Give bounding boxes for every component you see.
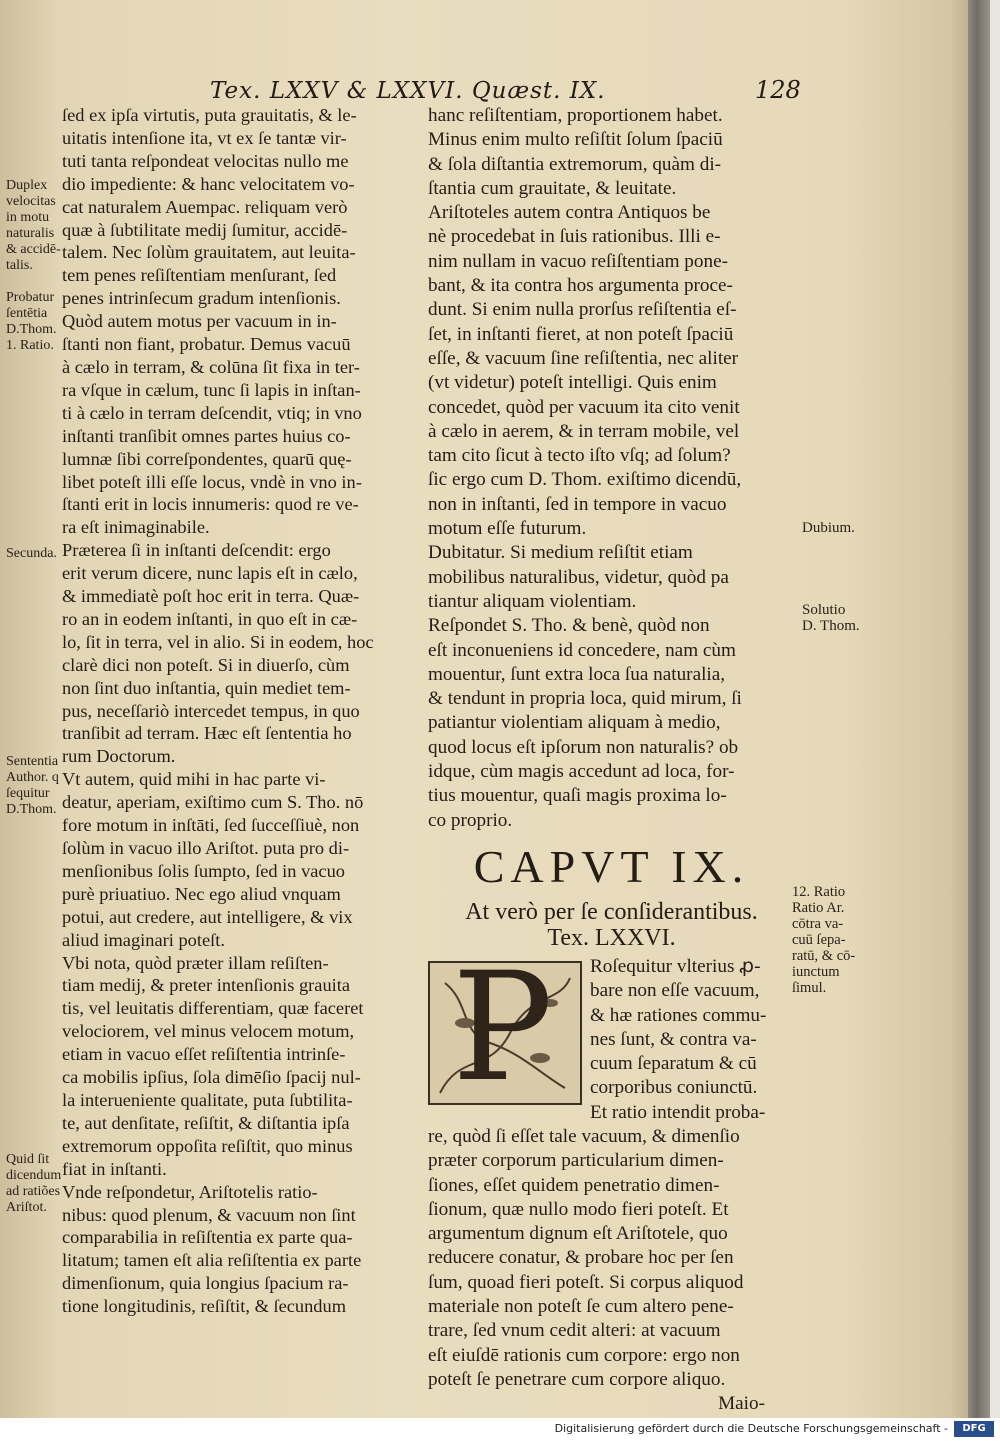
text-line: ſtanti non fiant, probatur. Demus vacuū	[62, 334, 351, 355]
text-line: eſt eiuſdē rationis cum corpore: ergo non	[428, 1344, 740, 1366]
text-line: mouentur, ſunt extra loca ſua naturalia,	[428, 663, 726, 685]
running-title: Tex. LXXV & LXXVI. Quæst. IX.	[210, 78, 606, 104]
text-line: deatur, aperiam, exiſtimo cum S. Tho. nō	[62, 792, 364, 813]
text-line: non in inſtanti, ſed in tempore in vacuo	[428, 493, 727, 515]
text-line: pus, neceſſariò intercedet tempus, in quo	[62, 700, 360, 721]
text-line: bant, & ita contra hos argumenta proce-	[428, 275, 733, 297]
text-line: Vbi nota, quòd præter illam reſiſten-	[62, 952, 329, 973]
text-line: penes intrinſecum gradum intenſionis.	[62, 288, 341, 309]
text-line: fiat in inſtanti.	[62, 1158, 167, 1179]
text-line: motum eſſe futurum.	[428, 518, 587, 540]
text-line: (vt videtur) poteſt intelligi. Quis enim	[428, 372, 717, 394]
margin-note-duplex-velocitas: Duplex velocitas in motu naturalis & accidē- talis.	[6, 178, 61, 273]
page-edge	[968, 0, 990, 1418]
text-line: quæ à ſubtilitate medij ſumitur, accidē-	[62, 219, 348, 240]
text-line: clarè dici non poteſt. Si in diuerſo, cùm	[62, 654, 350, 675]
margin-note-quid-sit-dicendum: Quid ſit dicendum ad ratiões Ariſtot.	[6, 1152, 62, 1215]
text-line: Ariſtoteles autem contra Antiquos be	[428, 202, 711, 224]
margin-note-solutio: Solutio D. Thom.	[802, 602, 860, 634]
right-column	[428, 104, 795, 1417]
text-line: tione longitudinis, reſiſtit, & ſecundum	[62, 1296, 347, 1317]
text-line: Vnde reſpondetur, Ariſtotelis ratio-	[62, 1181, 318, 1202]
text-line: litatum; tamen eſt alia reſiſtentia ex parte	[62, 1250, 362, 1271]
text-line: ſic ergo cum D. Thom. exiſtimo dicendū,	[428, 469, 742, 491]
text-line: idque, cùm magis accedunt ad loca, for-	[428, 761, 735, 783]
text-line: potui, aut credere, aut intelligere, & vix	[62, 906, 353, 927]
text-line: ſet, in inſtanti fieret, at non poteſt ſpaciū	[428, 323, 734, 345]
dfg-logo: DFG	[954, 1421, 994, 1437]
text-line: la interueniente qualitate, puta ſubtilita-	[62, 1089, 353, 1110]
text-line: extremorum oppoſita reſiſtit, quo minus	[62, 1135, 353, 1156]
text-line: cuum ſeparatum & cū	[590, 1053, 757, 1075]
decorated-initial	[428, 940, 582, 1115]
text-line: non ſint duo inſtantia, quin mediet tem-	[62, 677, 351, 698]
text-line: ro an in eodem inſtanti, in quo eſt in cæ-	[62, 608, 358, 629]
text-line: etiam in vacuo eſſet reſiſtentia intrinſe-	[62, 1044, 346, 1065]
text-line: argumentum dignum eſt Ariſtotele, quo	[428, 1223, 728, 1245]
text-line: patiantur violentiam aliquam à medio,	[428, 712, 721, 734]
text-line: nim nullam in vacuo reſiſtentiam pone-	[428, 250, 728, 272]
text-line: tranſibit ad terram. Hæc eſt ſententia ho	[62, 723, 352, 744]
text-line: à cælo in aerem, & in terram mobile, vel	[428, 420, 740, 442]
left-column	[62, 104, 397, 1318]
text-line: menſionibus ſolis ſumpto, ſed in vacuo	[62, 860, 345, 881]
text-line: aliud imaginari poteſt.	[62, 929, 225, 950]
text-line: Et ratio intendit proba-	[590, 1101, 766, 1123]
text-line: inſtanti tranſibit omnes partes huius co-	[62, 425, 351, 446]
text-line: cat naturalem Auempac. reliquam verò	[62, 196, 348, 217]
text-line: concedet, quòd per vacuum ita cito venit	[428, 396, 740, 418]
text-line: trare, ſed vnum cedit alteri: at vacuum	[428, 1320, 721, 1342]
margin-note-probatur: Probatur ſentētia D.Thom. 1. Ratio.	[6, 290, 57, 353]
margin-note-ratio-12: 12. Ratio Ratio Ar. cōtra va- cuū ſepa- ratū, & cō- iunctum ſimul.	[792, 884, 856, 996]
text-line: hanc reſiſtentiam, proportionem habet.	[428, 105, 723, 126]
text-line: ra vſque in cælum, tunc ſi lapis in inſtan-	[62, 379, 361, 400]
text-line: eſt inconueniens id concedere, nam cùm	[428, 639, 736, 661]
text-line: tius mouentur, quaſi magis proxima lo-	[428, 785, 727, 807]
text-line: dimenſionum, quia longius ſpacium ra-	[62, 1273, 349, 1294]
text-line: ſed ex ipſa virtutis, puta grauitatis, & le-	[62, 105, 357, 125]
text-line: libet poteſt illi eſſe locus, vndè in vno in-	[62, 471, 362, 492]
text-line: & ſola diſtantia extremorum, quàm di-	[428, 153, 722, 175]
text-line: Dubitatur. Si medium reſiſtit etiam	[428, 542, 693, 564]
text-line: nes ſunt, & contra va-	[590, 1028, 757, 1050]
text-line: Roſequitur vlterius ꝓ-	[590, 955, 761, 977]
margin-note-sententia-authoris: Sententia Author. q ſequitur D.Thom.	[6, 754, 59, 817]
text-line: Minus enim multo reſiſtit ſolum ſpaciū	[428, 129, 723, 151]
text-line: tiam medij, & preter intenſionis grauita	[62, 975, 351, 996]
dropcap-letter: P	[452, 940, 553, 1115]
text-line: uitatis intenſione ita, vt ex ſe tantæ vir-	[62, 127, 347, 148]
text-line: mobilibus naturalibus, videtur, quòd pa	[428, 566, 729, 588]
margin-note-dubium: Dubium.	[802, 520, 855, 536]
text-line: tuti tanta reſpondeat velocitas nullo me	[62, 150, 349, 171]
text-line: Præterea ſi in inſtanti deſcendit: ergo	[62, 540, 331, 561]
text-line: bare non eſſe vacuum,	[590, 980, 760, 1002]
text-line: corporibus coniunctū.	[590, 1077, 758, 1099]
catchword: Maio-	[718, 1393, 765, 1415]
text-line: purè priuatiuo. Nec ego aliud vnquam	[62, 883, 341, 904]
text-line: materiale non poteſt ſe cum altero pene-	[428, 1296, 734, 1318]
text-line: nibus: quod plenum, & vacuum non ſint	[62, 1204, 356, 1225]
chapter-subtitle-2: Tex. LXXVI.	[547, 924, 676, 951]
text-line: tiantur aliquam violentiam.	[428, 590, 637, 612]
text-line: erit verum dicere, nunc lapis eſt in cælo,	[62, 563, 358, 584]
text-line: Quòd autem motus per vacuum in in-	[62, 311, 337, 332]
text-line: lo, ſit in terra, vel in alio. Si in eodem, hoc	[62, 631, 374, 652]
text-line: fore motum in inſtāti, ſed ſucceſſiuè, non	[62, 815, 360, 836]
text-line: & hæ rationes commu-	[590, 1004, 767, 1026]
text-line: rum Doctorum.	[62, 746, 176, 767]
text-line: te, aut denſitate, reſiſtit, & diſtantia ipſa	[62, 1112, 350, 1133]
text-line: Reſpondet S. Tho. & benè, quòd non	[428, 615, 710, 637]
text-line: ti à cælo in terram deſcendit, vtiq; in vno	[62, 402, 362, 423]
right-column-top-text	[428, 104, 795, 833]
text-line: tem penes reſiſtentiam menſurant, ſed	[62, 265, 337, 286]
text-line: re, quòd ſi eſſet tale vacuum, & dimenſio	[428, 1125, 740, 1147]
chapter-subtitle-1: At verò per ſe conſiderantibus.	[465, 898, 758, 925]
text-line: à cælo in terram, & colūna ſit fixa in ter-	[62, 356, 360, 377]
text-line: ſum, quoad fieri poteſt. Si corpus aliquod	[428, 1271, 744, 1293]
text-line: & immediatè poſt hoc erit in terra. Quæ-	[62, 586, 360, 607]
text-line: ſtantia cum grauitate, & leuitate.	[428, 177, 677, 199]
text-line: ſolùm in vacuo illo Ariſtot. puta pro di-	[62, 838, 350, 858]
text-line: ra eſt inimaginabile.	[62, 517, 210, 538]
text-line: ſtanti erit in locis innumeris: quod re ve-	[62, 494, 359, 515]
text-line: dunt. Si enim nulla prorſus reſiſtentia eſ-	[428, 299, 737, 321]
text-line: tis, vel leuitatis differentiam, quæ faceret	[62, 998, 364, 1019]
text-line: lumnæ ſibi correſpondentes, quarū quę-	[62, 448, 352, 469]
text-line: co proprio.	[428, 809, 513, 831]
text-line: reducere conatur, & probare hoc per ſen	[428, 1247, 734, 1269]
text-line: ſiones, eſſet quidem penetratio dimen-	[428, 1174, 720, 1196]
text-line: velociorem, vel minus velocem motum,	[62, 1021, 355, 1042]
text-line: & tendunt in propria loca, quid mirum, ſi	[428, 688, 742, 710]
margin-note-secunda: Secunda.	[6, 546, 57, 561]
text-line: comparabilia in reſiſtentia ex parte qua-	[62, 1227, 353, 1248]
text-line: tam cito ſicut à tecto iſto vſq; ad ſolum?	[428, 445, 731, 467]
text-line: poteſt ſe penetrare cum corpore aliquo.	[428, 1368, 726, 1390]
text-line: ſionum, quæ nullo modo fieri poteſt. Et	[428, 1198, 729, 1220]
text-line: Vt autem, quid mihi in hac parte vi-	[62, 769, 326, 790]
text-line: quod locus eſt ipſorum non naturalis? ob	[428, 736, 739, 758]
text-line: talem. Nec ſolùm grauitatem, aut leuita-	[62, 242, 356, 263]
footer-bar	[0, 1418, 1000, 1441]
text-line: præter corporum particularium dimen-	[428, 1150, 724, 1172]
text-line: dio impediente: & hanc velocitatem vo-	[62, 173, 355, 194]
text-line: eſſe, & vacuum ſine reſiſtentia, nec aliter	[428, 347, 739, 369]
right-column-bottom-text	[428, 1125, 795, 1392]
text-line: nè procedebat in ſuis rationibus. Illi e-	[428, 226, 721, 248]
chapter-heading: CAPVT IX.	[473, 840, 750, 892]
page-number: 128	[755, 76, 801, 104]
text-line: ca mobilis ipſius, ſola dimēſio ſpacij nul-	[62, 1067, 361, 1088]
footer-credit: Digitalisierung gefördert durch die Deutsche Forschungsgemeinschaft -	[554, 1422, 948, 1435]
